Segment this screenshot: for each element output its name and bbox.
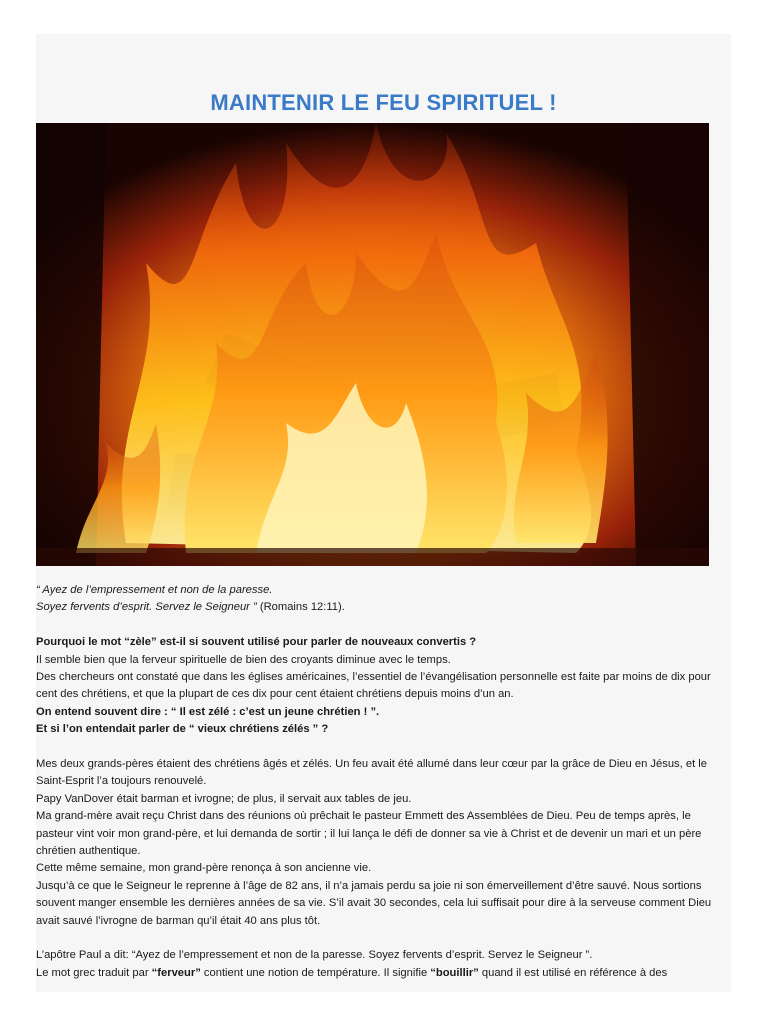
verse-line-2: Soyez fervents d’esprit. Servez le Seigneur ” (36, 601, 257, 614)
paragraph-line: Ma grand-mère avait reçu Christ dans des réunions où prêchait le pasteur Emmett des Assemblées de Dieu. Peu de temps après, le pasteur vint voir mon grand-père, et lui demanda de sortir ; il lui lança le défi de donner sa vie à Christ et de devenir un mari et un père chrétien authentique. (36, 810, 702, 858)
article-body (36, 582, 731, 982)
paragraph-line: L’apôtre Paul a dit: “Ayez de l’empressement et non de la paresse. Soyez fervents d’esprit. Servez le Seigneur ”. (36, 949, 593, 962)
bold-statement: Et si l’on entendait parler de “ vieux chrétiens zélés ” ? (36, 723, 329, 736)
question-heading: Pourquoi le mot “zèle” est-il si souvent utilisé pour parler de nouveaux convertis ? (36, 636, 477, 649)
document-page (36, 34, 731, 992)
text-run: contient une notion de température. Il signifie (200, 966, 431, 979)
paragraph-line: Il semble bien que la ferveur spirituelle de bien des croyants diminue avec le temps. (36, 653, 451, 666)
bold-statement: On entend souvent dire : “ Il est zélé : c’est un jeune chrétien ! ”. (36, 705, 380, 718)
text-run: Le mot grec traduit par (36, 966, 152, 979)
verse-line-1: “ Ayez de l’empressement et non de la paresse. (36, 584, 273, 596)
paragraph-line (36, 965, 731, 982)
fire-photo (36, 123, 709, 566)
paragraph-line: Cette même semaine, mon grand-père renonça à son ancienne vie. (36, 862, 372, 875)
keyword-bouillir: “bouillir” (430, 966, 479, 979)
paragraph-line: Jusqu’à ce que le Seigneur le reprenne à l’âge de 82 ans, il n’a jamais perdu sa joie ni son émerveillement d’être sauvé. Nous sortions souvent manger ensemble les dernières années de sa vie. S’il avait 30 secondes, cela lui suffisait pour dire à la serveuse comment Dieu avait sauvé l’ivrogne de barman qu’il était 40 ans plus tôt. (36, 879, 712, 927)
verse-reference: (Romains 12:11). (259, 601, 345, 614)
paragraph-line: Mes deux grands-pères étaient des chrétiens âgés et zélés. Un feu avait été allumé dans leur cœur par la grâce de Dieu en Jésus, et le Saint-Esprit l’a toujours renouvelé. (36, 758, 707, 788)
page-title: MAINTENIR LE FEU SPIRITUEL ! (210, 90, 557, 115)
paragraph-line: Des chercheurs ont constaté que dans les églises américaines, l’essentiel de l’évangélisation personnelle est faite par moins de dix pour cent des chrétiens, et que la plupart de ces dix pour cent étaient chrétiens depuis moins d’un an. (36, 671, 711, 701)
text-run: quand il est utilisé en référence à des (478, 966, 668, 979)
keyword-ferveur: “ferveur” (151, 966, 201, 979)
paragraph-line: Papy VanDover était barman et ivrogne; de plus, il servait aux tables de jeu. (36, 792, 412, 805)
